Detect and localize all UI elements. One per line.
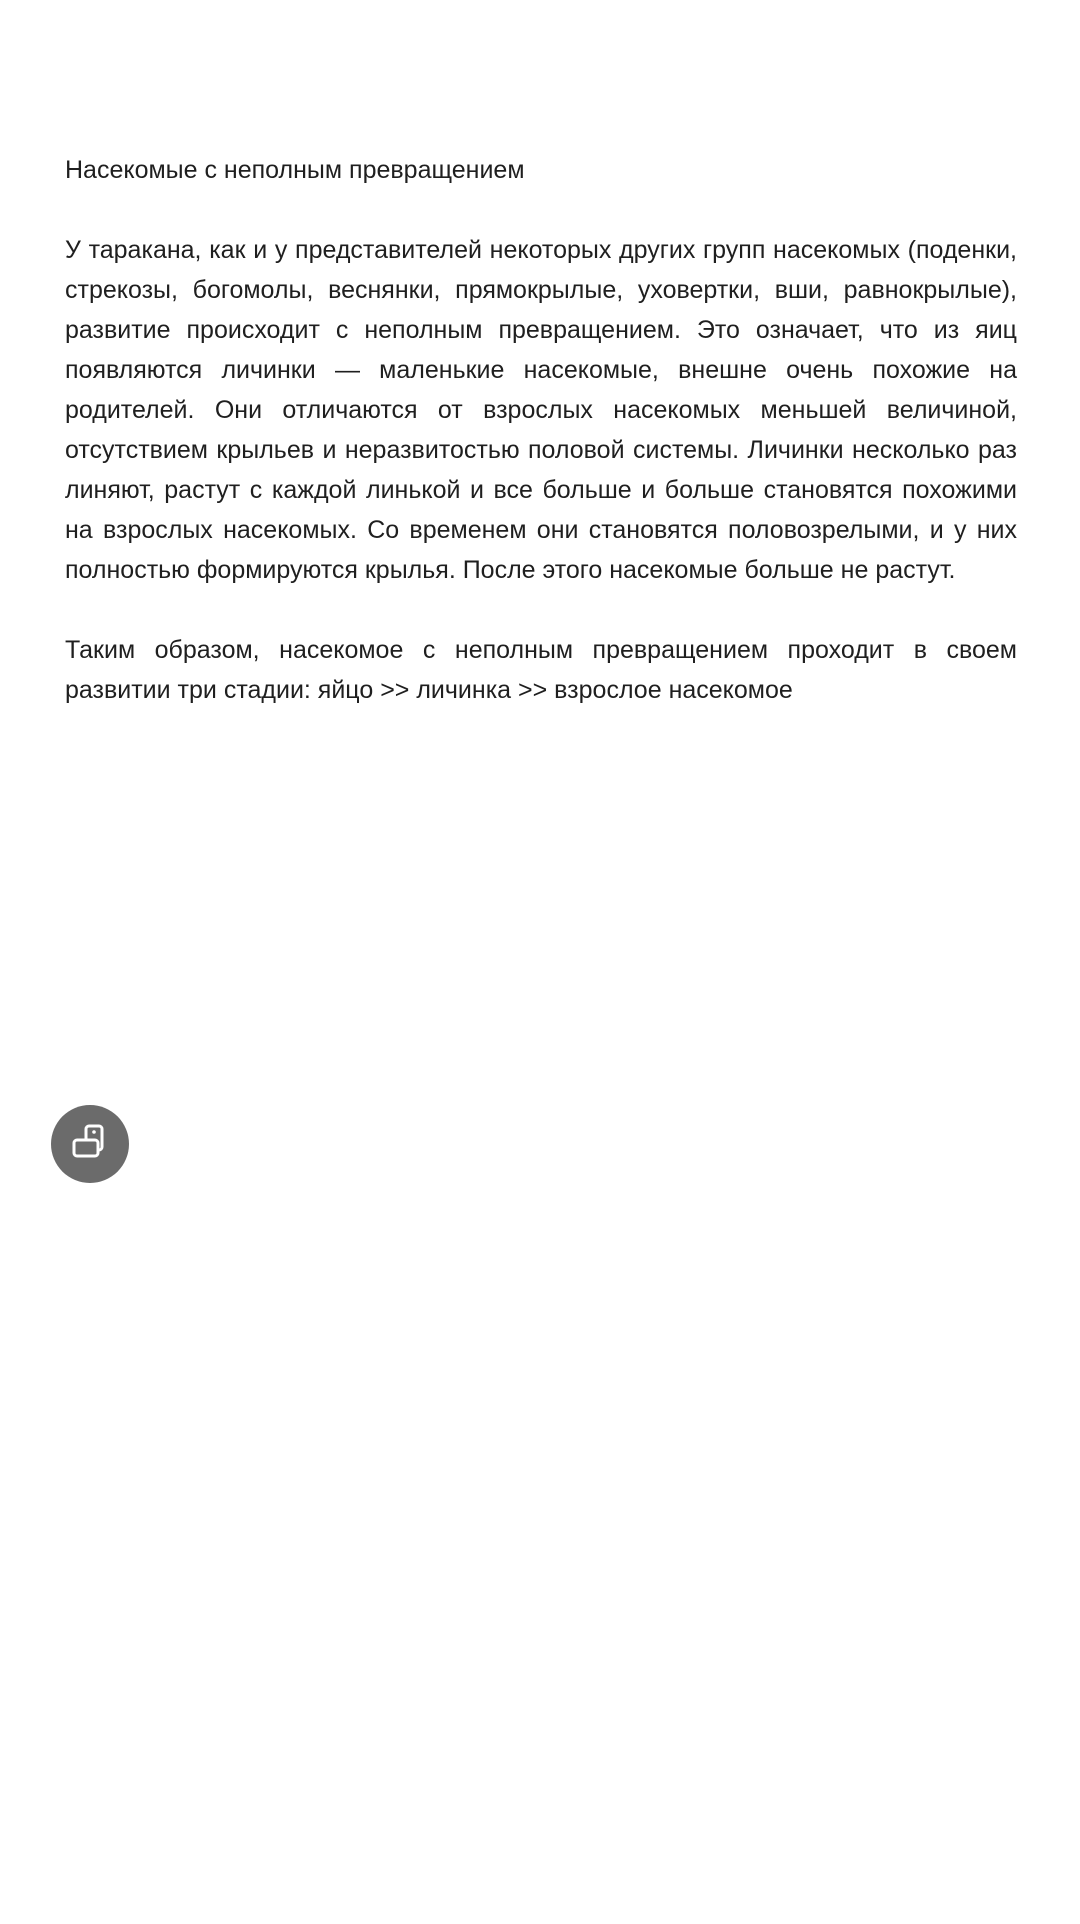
rotate-screen-icon (68, 1120, 112, 1169)
article-paragraph-2: Таким образом, насекомое с неполным превращением проходит в своем развитии три стадии: яйцо >> личинка >> взрослое насекомое (65, 636, 1017, 704)
article-paragraph-1: У таракана, как и у представителей некоторых других групп насекомых (поденки, стрекозы, богомолы, веснянки, прямокрылые, уховертки, вши, равнокрылые), развитие происходит с неполным превращением. Это означает, что из яиц появляются личинки — маленькие насекомые, внешне очень похожие на родителей. Они отличаются от взрослых насекомых меньшей величиной, отсутствием крыльев и неразвитостью половой системы. Личинки несколько раз линяют, растут с каждой линькой и все больше и больше становятся похожими на взрослых насекомых. Со временем они становятся половозрелыми, и у них полностью формируются крылья. После этого насекомые больше не растут. (65, 236, 1017, 584)
article-title: Насекомые с неполным превращением (65, 156, 525, 184)
article (65, 150, 1017, 750)
rotate-screen-button[interactable] (51, 1105, 129, 1183)
